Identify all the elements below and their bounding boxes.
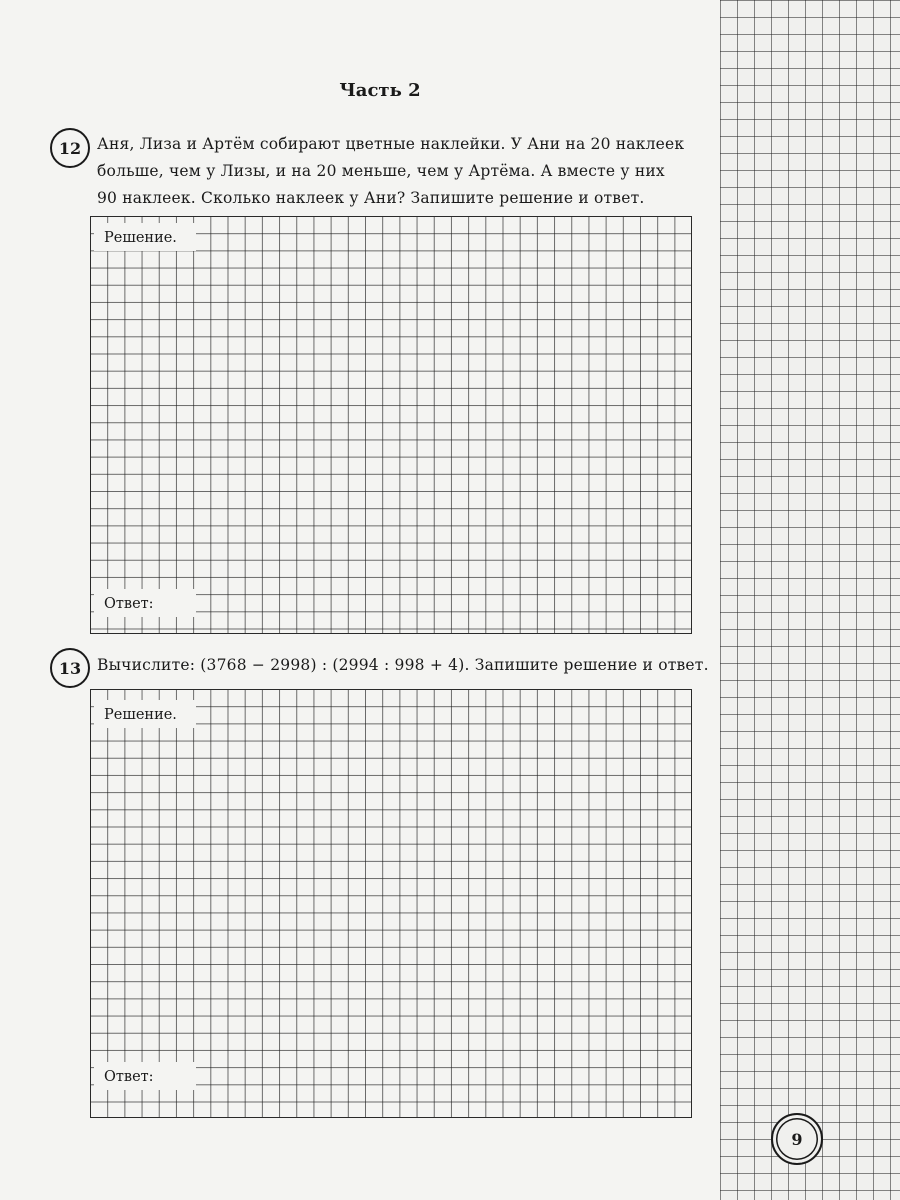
- task-12-answer-label: Ответ:: [94, 589, 196, 617]
- page-number-badge: 9: [771, 1113, 823, 1165]
- task-12-text: [97, 131, 722, 212]
- part-title: Часть 2: [339, 80, 421, 101]
- task-13-text: Вычислите: (3768 − 2998) : (2994 : 998 + 4). Запишите решение и ответ.: [97, 656, 709, 674]
- task-12-solution-label: Решение.: [94, 223, 196, 251]
- task-12-line-2: больше, чем у Лизы, и на 20 меньше, чем у Артёма. А вместе у них: [97, 162, 665, 180]
- task-13-solution-area[interactable]: [90, 689, 692, 1118]
- task-13-solution-label: Решение.: [94, 700, 196, 728]
- task-12-line-3: 90 наклеек. Сколько наклеек у Ани? Запишите решение и ответ.: [97, 189, 645, 207]
- task-13-answer-label: Ответ:: [94, 1062, 196, 1090]
- task-13-number: 13: [50, 648, 90, 688]
- task-12-line-1: Аня, Лиза и Артём собирают цветные наклейки. У Ани на 20 наклеек: [97, 135, 685, 153]
- side-grid-strip: [720, 0, 900, 1200]
- task-12-solution-area[interactable]: [90, 216, 692, 634]
- task-12-number: 12: [50, 128, 90, 168]
